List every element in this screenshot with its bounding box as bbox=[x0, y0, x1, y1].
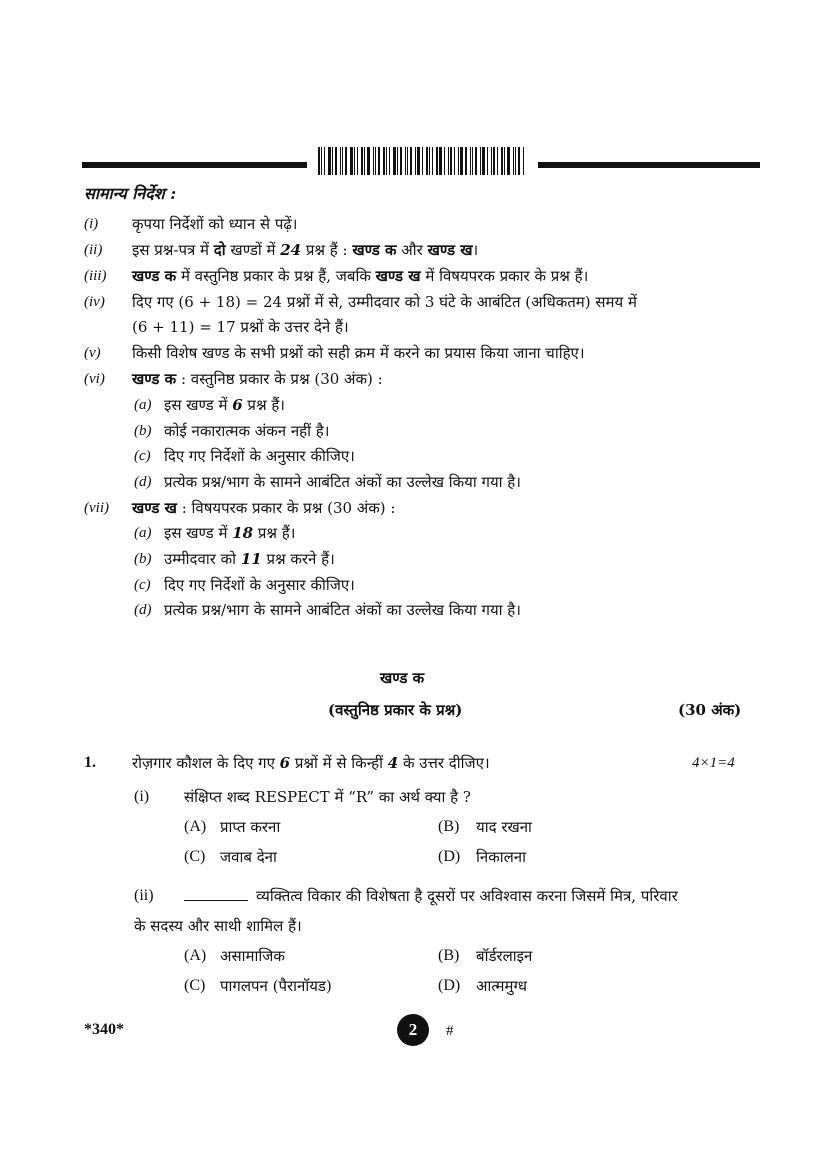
barcode-bar bbox=[429, 147, 430, 175]
option-text: असामाजिक bbox=[220, 947, 285, 965]
section-marks: (30 अंक) bbox=[678, 701, 742, 719]
question-number: 1. bbox=[84, 754, 96, 771]
barcode-bar bbox=[507, 147, 510, 175]
barcode-bar bbox=[350, 147, 353, 175]
barcode-bar bbox=[375, 147, 376, 175]
barcode-bar bbox=[444, 147, 445, 175]
barcode-bar bbox=[465, 147, 467, 175]
answer-blank bbox=[184, 886, 248, 901]
barcode-bar bbox=[439, 147, 442, 175]
section-subtitle: (वस्तुनिष्ठ प्रकार के प्रश्न) bbox=[328, 701, 463, 719]
subquestion-label: (ii) bbox=[134, 887, 154, 904]
instruction-text: खण्ड क : वस्तुनिष्ठ प्रकार के प्रश्न (30 अंक) : bbox=[132, 370, 383, 388]
barcode-bar bbox=[472, 147, 473, 175]
instruction-number: (v) bbox=[84, 345, 101, 361]
subquestion-text: के सदस्य और साथी शामिल हैं। bbox=[134, 917, 302, 935]
barcode-bar bbox=[318, 147, 320, 175]
barcode-bar bbox=[487, 147, 488, 175]
instruction-text: इस प्रश्न-पत्र में दो खण्डों में 24 प्रश्न हैं : खण्ड क और खण्ड ख। bbox=[132, 241, 479, 259]
subquestion-label: (i) bbox=[134, 788, 150, 805]
barcode-bar bbox=[460, 147, 463, 175]
barcode-bar bbox=[378, 147, 380, 175]
subquestion-text: संक्षिप्त शब्द RESPECT में “R” का अर्थ क्या है ? bbox=[184, 788, 471, 806]
option-label: (C) bbox=[184, 977, 206, 994]
barcode-bar bbox=[504, 147, 505, 175]
barcode-bar bbox=[328, 147, 331, 175]
sub-label: (d) bbox=[134, 602, 152, 618]
header-rule-right bbox=[538, 162, 760, 168]
barcode-bar bbox=[422, 147, 423, 175]
sub-label: (b) bbox=[134, 423, 152, 439]
barcode-bar bbox=[417, 147, 420, 175]
option-label: (A) bbox=[184, 947, 207, 964]
barcode-bar bbox=[324, 147, 325, 175]
barcode-bar bbox=[361, 147, 363, 175]
sub-text: इस खण्ड में 18 प्रश्न हैं। bbox=[164, 524, 296, 542]
sub-text: दिए गए निर्देशों के अनुसार कीजिए। bbox=[164, 576, 355, 594]
option-text: पागलपन (पैरानॉयड) bbox=[220, 977, 332, 995]
sub-label: (a) bbox=[134, 525, 152, 541]
barcode-bar bbox=[448, 147, 449, 175]
barcode-bar bbox=[515, 147, 516, 175]
instruction-number: (iv) bbox=[84, 294, 105, 310]
instruction-number: (vii) bbox=[84, 500, 109, 516]
barcode-bar bbox=[415, 147, 416, 175]
barcode-bar bbox=[513, 147, 514, 175]
instruction-text: कृपया निर्देशों को ध्यान से पढ़ें। bbox=[132, 215, 298, 233]
barcode-bar bbox=[482, 147, 485, 175]
option-text: प्राप्त करना bbox=[220, 818, 281, 836]
question-marks: 4×1=4 bbox=[692, 755, 735, 771]
instruction-text: (6 + 11) = 17 प्रश्नों के उत्तर देने हैं। bbox=[132, 318, 349, 336]
instructions-title: सामान्य निर्देश : bbox=[84, 184, 177, 203]
option-text: निकालना bbox=[476, 848, 526, 866]
section-title: खण्ड क bbox=[380, 669, 425, 687]
barcode-bar bbox=[410, 147, 412, 175]
page-number: 2 bbox=[397, 1014, 429, 1046]
barcode-bar bbox=[335, 147, 337, 175]
sub-text: उम्मीदवार को 11 प्रश्न करने हैं। bbox=[164, 550, 335, 568]
barcode-bar bbox=[497, 147, 498, 175]
sub-label: (a) bbox=[134, 397, 152, 413]
barcode-bar bbox=[493, 147, 495, 175]
barcode bbox=[318, 147, 528, 175]
barcode-bar bbox=[458, 147, 459, 175]
barcode-bar bbox=[367, 147, 370, 175]
barcode-bar bbox=[397, 147, 398, 175]
sub-text: दिए गए निर्देशों के अनुसार कीजिए। bbox=[164, 447, 355, 465]
barcode-bar bbox=[386, 147, 387, 175]
hash-mark: # bbox=[446, 1023, 454, 1039]
barcode-bar bbox=[501, 147, 503, 175]
option-label: (D) bbox=[438, 977, 461, 994]
sub-text: कोई नकारात्मक अंकन नहीं है। bbox=[164, 422, 330, 440]
barcode-bar bbox=[405, 147, 406, 175]
option-text: याद रखना bbox=[476, 818, 532, 836]
barcode-bar bbox=[432, 147, 433, 175]
barcode-bar bbox=[364, 147, 365, 175]
barcode-bar bbox=[480, 147, 481, 175]
header-rule-left bbox=[82, 162, 307, 168]
barcode-bar bbox=[340, 147, 341, 175]
barcode-bar bbox=[523, 147, 524, 175]
sub-label: (b) bbox=[134, 551, 152, 567]
barcode-bar bbox=[389, 147, 390, 175]
instruction-number: (ii) bbox=[84, 242, 103, 258]
instruction-text: खण्ड क में वस्तुनिष्ठ प्रकार के प्रश्न हैं, जबकि खण्ड ख में विषयपरक प्रकार के प्रश्न हैं। bbox=[132, 267, 589, 285]
barcode-bar bbox=[470, 147, 471, 175]
instruction-text: किसी विशेष खण्ड के सभी प्रश्नों को सही क्रम में करने का प्रयास किया जाना चाहिए। bbox=[132, 344, 585, 362]
barcode-bar bbox=[345, 147, 347, 175]
option-text: बॉर्डरलाइन bbox=[476, 947, 533, 965]
barcode-bar bbox=[426, 147, 428, 175]
subquestion-text: व्यक्तित्व विकार की विशेषता है दूसरों पर अविश्वास करना जिसमें मित्र, परिवार bbox=[184, 886, 678, 906]
barcode-bar bbox=[373, 147, 374, 175]
instruction-number: (i) bbox=[84, 216, 99, 232]
sub-label: (c) bbox=[134, 448, 151, 464]
option-label: (A) bbox=[184, 818, 207, 835]
barcode-bar bbox=[400, 147, 402, 175]
barcode-bar bbox=[393, 147, 396, 175]
instruction-text: दिए गए (6 + 18) = 24 प्रश्नों में से, उम्मीदवार को 3 घंटे के आबंटित (अधिकतम) समय में bbox=[132, 293, 637, 311]
paper-code: *340* bbox=[84, 1021, 124, 1038]
barcode-bar bbox=[436, 147, 438, 175]
option-label: (B) bbox=[438, 947, 460, 964]
barcode-bar bbox=[518, 147, 520, 175]
barcode-bar bbox=[450, 147, 452, 175]
barcode-bar bbox=[357, 147, 358, 175]
option-label: (B) bbox=[438, 818, 460, 835]
option-label: (C) bbox=[184, 848, 206, 865]
barcode-bar bbox=[342, 147, 343, 175]
barcode-bar bbox=[383, 147, 385, 175]
option-label: (D) bbox=[438, 848, 461, 865]
instruction-number: (iii) bbox=[84, 268, 107, 284]
barcode-bar bbox=[475, 147, 477, 175]
sub-label: (c) bbox=[134, 577, 151, 593]
option-text: आत्ममुग्ध bbox=[476, 977, 527, 995]
barcode-bar bbox=[491, 147, 492, 175]
barcode-bar bbox=[332, 147, 333, 175]
sub-label: (d) bbox=[134, 474, 152, 490]
barcode-bar bbox=[354, 147, 355, 175]
option-text: जवाब देना bbox=[220, 848, 277, 866]
sub-text: प्रत्येक प्रश्न/भाग के सामने आबंटित अंकों का उल्लेख किया गया है। bbox=[164, 473, 521, 491]
barcode-bar bbox=[321, 147, 322, 175]
sub-text: प्रत्येक प्रश्न/भाग के सामने आबंटित अंकों का उल्लेख किया गया है। bbox=[164, 601, 521, 619]
barcode-bar bbox=[454, 147, 455, 175]
barcode-bar bbox=[407, 147, 408, 175]
instruction-number: (vi) bbox=[84, 371, 105, 387]
question-text: रोज़गार कौशल के दिए गए 6 प्रश्नों में से किन्हीं 4 के उत्तर दीजिए। bbox=[132, 754, 490, 772]
instruction-text: खण्ड ख : विषयपरक प्रकार के प्रश्न (30 अंक) : bbox=[132, 499, 396, 517]
sub-text: इस खण्ड में 6 प्रश्न हैं। bbox=[164, 396, 285, 414]
